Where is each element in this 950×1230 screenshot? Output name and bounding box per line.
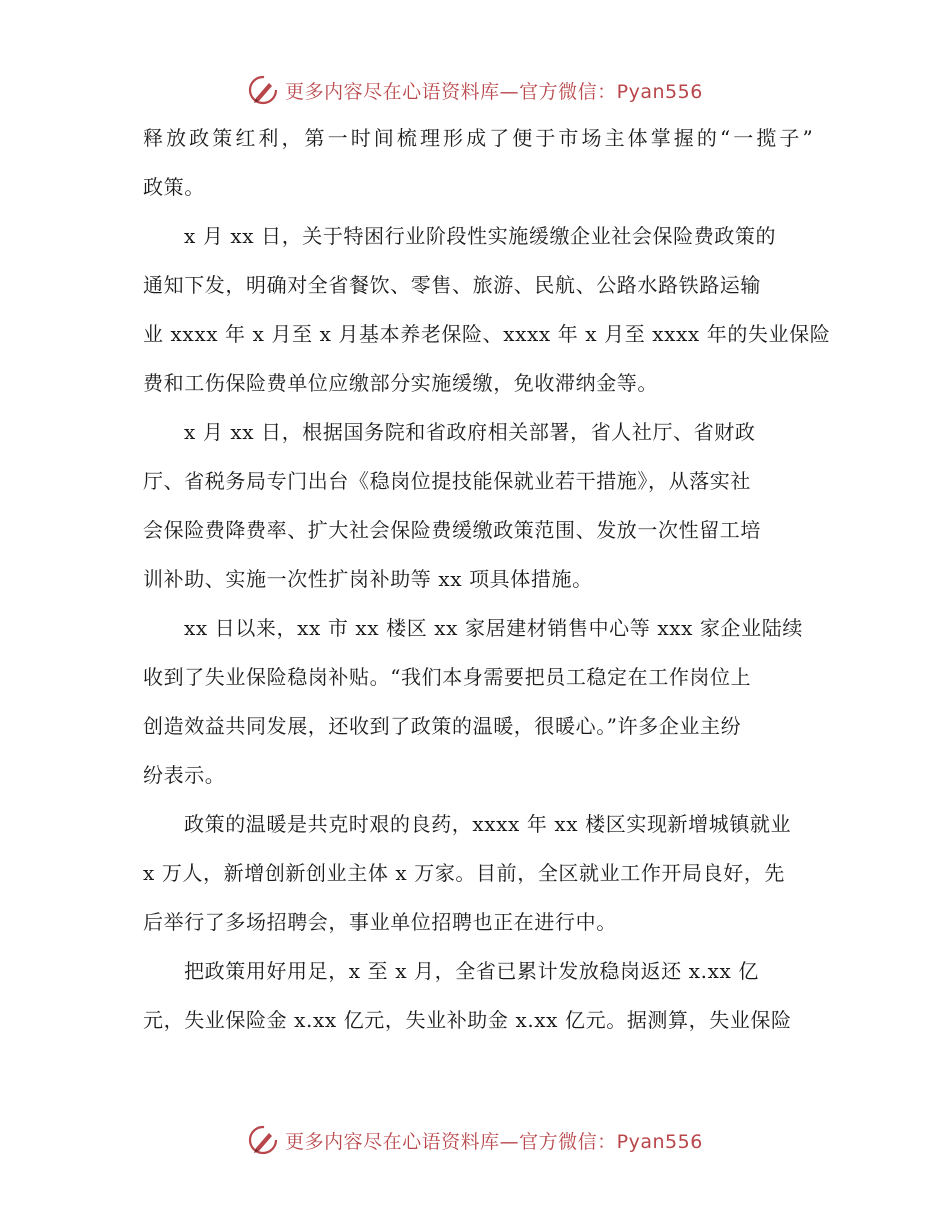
footer-banner: [0, 1120, 950, 1160]
body-char: 市: [558, 126, 579, 150]
body-char: 政: [189, 126, 210, 150]
body-char: 主: [604, 126, 625, 150]
body-char: 间: [373, 126, 394, 150]
body-line: x 月 xx 日，关于特困行业阶段性实施缓缴企业社会保险费政策的: [184, 224, 777, 248]
body-line: 收到了失业保险稳岗补贴。“我们本身需要把员工稳定在工作岗位上: [143, 665, 752, 689]
body-char: 放: [166, 126, 187, 150]
body-char: 一: [327, 126, 348, 150]
body-line: 厅、省税务局专门出台《稳岗位提技能保就业若干措施》，从落实社: [143, 469, 751, 493]
body-char: 理: [419, 126, 440, 150]
body-char: 的: [696, 126, 717, 150]
pen-logo-icon: [247, 1124, 279, 1156]
body-line: 纷表示。: [143, 763, 226, 787]
body-char: 梳: [396, 126, 417, 150]
body-char: ，: [281, 126, 302, 150]
document-body: [143, 114, 831, 1045]
body-line: 通知下发，明确对全省餐饮、零售、旅游、民航、公路水路铁路运输: [143, 273, 761, 297]
body-line: 把政策用好用足，x 至 x 月，全省已累计发放稳岗返还 x.xx 亿: [184, 959, 759, 983]
body-char: 第: [304, 126, 325, 150]
body-char: 利: [258, 126, 279, 150]
body-char: 了: [489, 126, 510, 150]
body-line: 业 xxxx 年 x 月至 x 月基本养老保险、xxxx 年 x 月至 xxxx 年的失业保险: [143, 322, 831, 346]
header-banner: [0, 70, 950, 110]
body-line: 会保险费降费率、扩大社会保险费缓缴政策范围、发放一次性留工培: [143, 518, 761, 542]
body-char: 成: [466, 126, 487, 150]
header-banner-text: 更多内容尽在心语资料库—官方微信：Pyan556: [285, 80, 703, 103]
body-char: “: [719, 126, 731, 150]
body-line: 创造效益共同发展，还收到了政策的温暖，很暖心。”许多企业主纷: [143, 714, 742, 738]
body-char: 策: [212, 126, 233, 150]
body-line: x 月 xx 日，根据国务院和省政府相关部署，省人社厅、省财政: [184, 420, 756, 444]
body-line: 费和工伤保险费单位应缴部分实施缓缴，免收滞纳金等。: [143, 371, 658, 395]
body-char: 于: [535, 126, 556, 150]
body-line: x 万人，新增创新创业主体 x 万家。目前，全区就业工作开局良好，先: [143, 861, 786, 885]
body-char: 一: [733, 126, 754, 150]
body-char: 释: [143, 126, 163, 150]
body-line: xx 日以来，xx 市 xx 楼区 xx 家居建材销售中心等 xxx 家企业陆续: [184, 616, 803, 640]
body-char: 便: [512, 126, 533, 150]
body-line: 政策的温暖是共克时艰的良药，xxxx 年 xx 楼区实现新增城镇就业: [184, 812, 792, 836]
body-char: 场: [581, 126, 602, 150]
body-line: 后举行了多场招聘会，事业单位招聘也正在进行中。: [143, 910, 617, 934]
body-line: [143, 114, 813, 163]
body-char: 握: [673, 126, 694, 150]
body-char: 掌: [650, 126, 671, 150]
body-char: 形: [443, 126, 464, 150]
footer-banner-text: 更多内容尽在心语资料库—官方微信：Pyan556: [285, 1130, 703, 1153]
body-line: 元，失业保险金 x.xx 亿元，失业补助金 x.xx 亿元。据测算，失业保险: [143, 1008, 792, 1032]
pen-logo-icon: [247, 74, 279, 106]
body-char: 子: [779, 126, 800, 150]
body-char: 体: [627, 126, 648, 150]
body-char: 红: [235, 126, 256, 150]
body-char: 时: [350, 126, 371, 150]
body-char: 揽: [756, 126, 777, 150]
body-line: 训补助、实施一次性扩岗补助等 xx 项具体措施。: [143, 567, 593, 591]
body-char: ”: [802, 126, 813, 150]
body-line: 政策。: [143, 175, 205, 199]
